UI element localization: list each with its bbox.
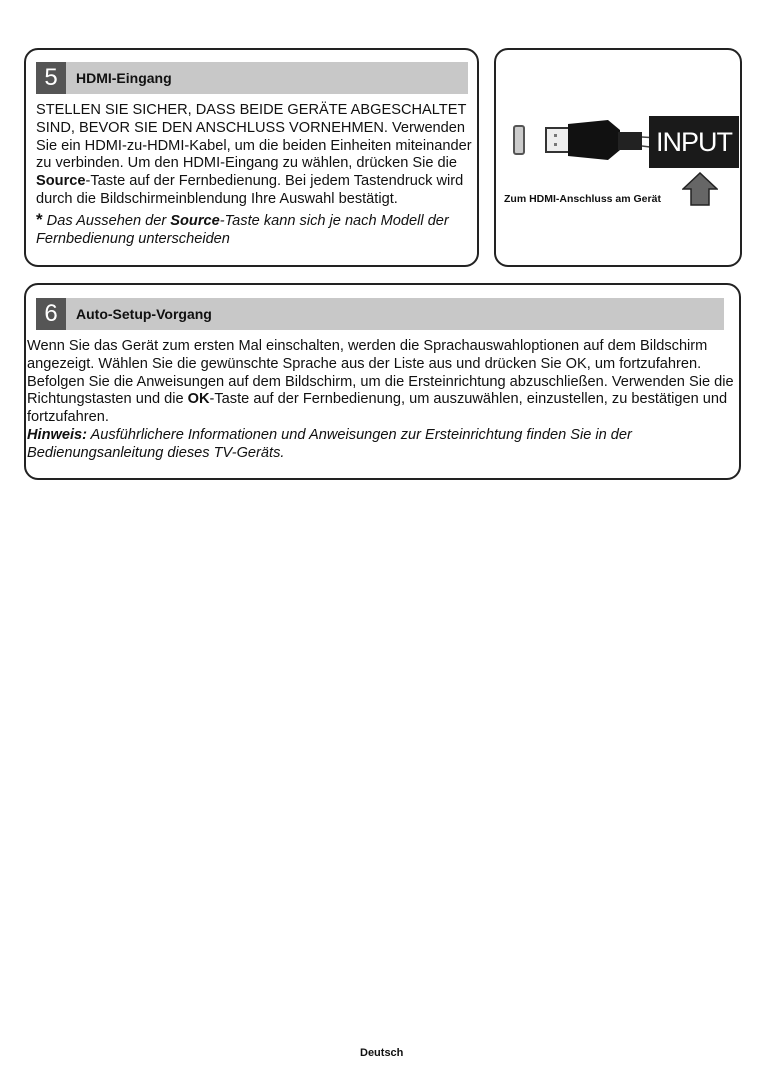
- input-port-label: INPUT: [649, 116, 739, 168]
- section-header: [36, 298, 724, 330]
- page-footer-language: Deutsch: [360, 1047, 404, 1059]
- section-title: HDMI-Eingang: [76, 70, 172, 86]
- asterisk: *: [36, 209, 43, 229]
- section-header: [36, 62, 468, 94]
- section-number: 5: [36, 62, 66, 94]
- section-body: [27, 338, 739, 463]
- section-body: [36, 102, 472, 248]
- up-arrow-icon: [682, 172, 718, 206]
- text: -Taste auf der Fernbedienung. Bei jedem Tastendruck wird durch die Bildschirmeinblendung Ihre Auswahl bestätigt.: [36, 173, 464, 207]
- text: -Taste auf der Fernbedienung, um auszuwählen, einzustellen, zu bestätigen und fortzufahren.: [27, 391, 728, 426]
- text: -Taste kann sich je nach Modell der Fernbedienung unterscheiden: [36, 212, 449, 247]
- ok-key: OK: [187, 391, 210, 408]
- section-title: Auto-Setup-Vorgang: [76, 306, 212, 322]
- paragraph: Wenn Sie das Gerät zum ersten Mal einschalten, werden die Sprachauswahloptionen auf dem Bildschirm angezeigt. Wählen Sie die gewünschte Sprache aus der Liste aus und drücken Sie OK, um fortzufahren.: [27, 338, 708, 372]
- text: Das Aussehen der: [42, 212, 171, 229]
- section-auto-setup: [24, 283, 741, 480]
- source-key: Source: [36, 173, 86, 190]
- text: STELLEN SIE SICHER, DASS BEIDE GERÄTE ABGESCHALTET SIND, BEVOR SIE DEN ANSCHLUSS VORNEHMEN. Verwenden Sie ein HDMI-zu-HDMI-Kabel, um die beiden Einheiten miteinander zu verbinden. Um den HDMI-Eingang zu wählen, drücken Sie die: [36, 102, 472, 172]
- text: Befolgen Sie die Anweisungen auf dem Bildschirm, um die Ersteinrichtung abzuschließen. Verwenden Sie die Richtungstasten und die: [27, 373, 734, 408]
- hdmi-figure: [494, 48, 742, 267]
- hint-text: Ausführlichere Informationen und Anweisungen zur Ersteinrichtung finden Sie in der Bedienungsanleitung dieses TV-Geräts.: [27, 426, 632, 461]
- source-key: Source: [170, 212, 220, 229]
- section-number: 6: [36, 298, 66, 330]
- section-hdmi: [24, 48, 479, 267]
- hint-label: Hinweis:: [27, 426, 88, 443]
- figure-caption: Zum HDMI-Anschluss am Gerät: [504, 193, 661, 205]
- hdmi-cable-icon: [508, 112, 668, 172]
